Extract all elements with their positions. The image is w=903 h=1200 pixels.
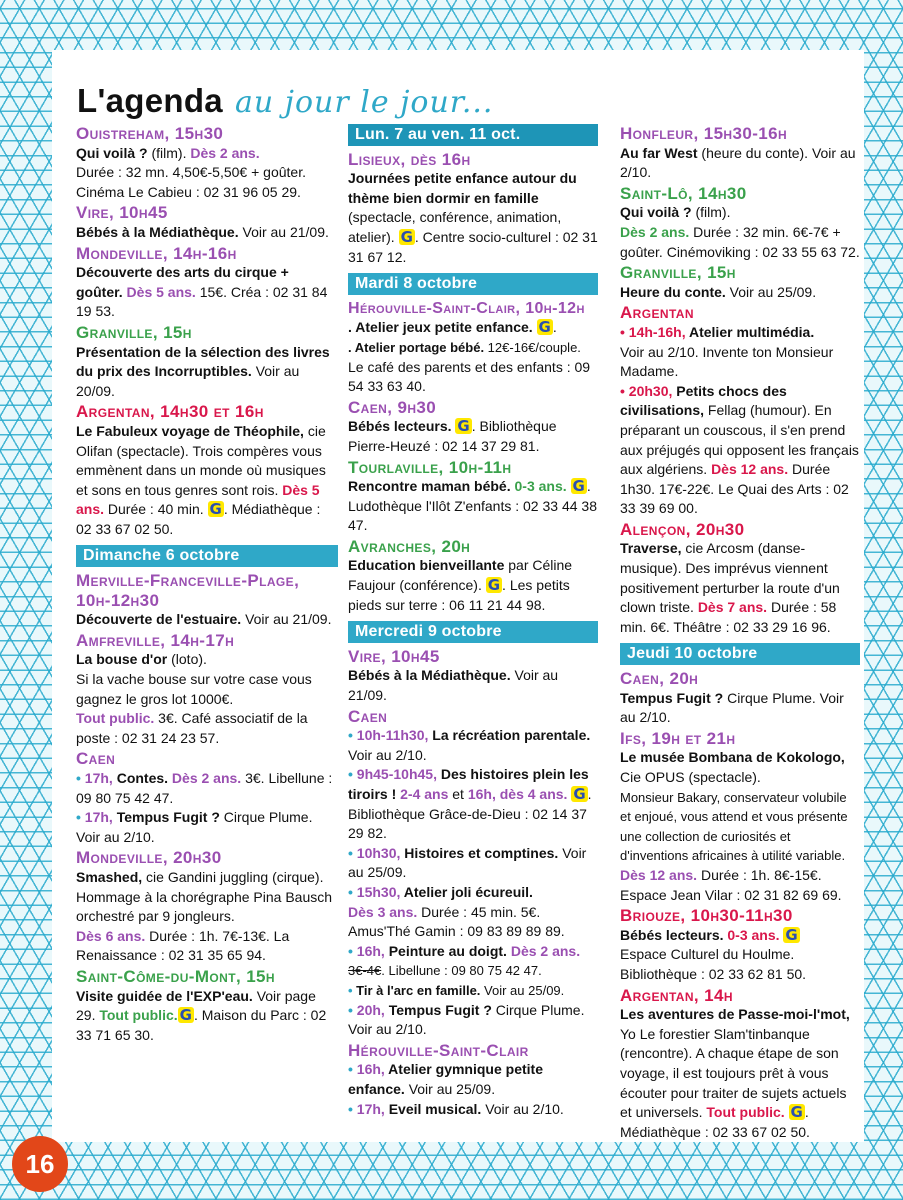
- event-location: Ifs, 19h et 21h: [620, 728, 736, 748]
- page-title: L'agenda: [77, 82, 223, 119]
- event-title: Découverte de l'estuaire.: [76, 611, 242, 628]
- bullet-icon: •: [348, 942, 357, 959]
- event-info: Cirque Plume. Voir au 2/10.: [620, 689, 844, 726]
- event-location: Alençon, 20h30: [620, 519, 745, 539]
- event-title: Présentation de la sélection des livres du prix des Incorruptibles.: [76, 343, 330, 380]
- event-ifs: Ifs, 19h et 21h Le musée Bombana de Kokologo, Cie OPUS (spectacle). Monsieur Bakary, conservateur volubile et enjoué, vous attend et vous présente une collection de curiosités et d'inventions africaines à utilité variable. Dès 12 ans. Durée : 1h. 8€-15€. Espace Jean Vilar : 02 31 82 69 69.: [620, 729, 860, 905]
- event-caen-10: [620, 669, 860, 728]
- g-badge-icon: G: [487, 576, 501, 595]
- event-location: Saint-Côme-du-Mont, 15h: [76, 966, 275, 986]
- event-location: Hérouville-Saint-Clair, 10h-12h: [348, 299, 585, 317]
- event-title: Bébés à la Médiathèque.: [76, 223, 239, 240]
- event-info: Voir au 20/09.: [76, 363, 300, 399]
- day-header-lun-ven: Lun. 7 au ven. 11 oct.: [348, 124, 598, 146]
- event-location: Vire, 10h45: [348, 646, 440, 666]
- g-badge-icon: G: [209, 500, 222, 519]
- event-saint-lo: Saint-Lô, 14h30 Qui voilà ? (film). Dès 2 ans. Durée : 32 min. 6€-7€ + goûter. Cinémoviking : 02 33 55 63 72.: [620, 183, 860, 260]
- page-subtitle: au jour le jour...: [234, 85, 494, 120]
- event-title: Heure du conte.: [620, 283, 726, 300]
- event-title: Qui voilà ?: [620, 204, 692, 221]
- event-title: Education bienveillante: [348, 557, 505, 574]
- event-title: Bébés à la Médiathèque.: [348, 667, 511, 684]
- event-caen-8: [348, 398, 598, 457]
- event-title: Au far West: [620, 144, 698, 161]
- event-info: 15€. Créa : 02 31 84 19 53.: [76, 283, 328, 320]
- agenda-column-1: [76, 124, 338, 1046]
- event-location: Mondeville, 20h30: [76, 848, 222, 868]
- event-info: . Maison du Parc : 02 33 71 65 30.: [76, 1007, 327, 1043]
- event-description: Monsieur Bakary, conservateur volubile et enjoué, vous attend et vous présente une collection de curiosités et d'inventions africaines à utilité variable.: [620, 789, 848, 864]
- event-honfleur: [620, 124, 860, 183]
- event-mondeville-smashed: Mondeville, 20h30 Smashed, cie Gandini juggling (cirque). Hommage à la chorégraphe Pina Bausch orchestré par 9 jongleurs. Dès 6 ans. Durée : 1h. 7€-13€. La Renaissance : 02 31 35 65 94.: [76, 848, 338, 966]
- event-briouze: [620, 906, 860, 984]
- g-badge-icon: G: [573, 785, 586, 803]
- event-location: Caen, 20h: [620, 669, 699, 689]
- age-label: Dès 2 ans.: [190, 144, 260, 161]
- event-location: Tourlaville, 10h-11h: [348, 457, 512, 477]
- event-info: Voir au 21/09.: [241, 611, 332, 628]
- event-lisieux: Lisieux, dès 16h Journées petite enfance autour du thème bien dormir en famille (spectacle, conférence, animation, atelier). G . Centre socio-culturel : 02 31 31 67 12.: [348, 149, 598, 265]
- event-info: . Médiathèque : 02 33 67 02 50.: [620, 1104, 810, 1140]
- event-caen-9: Caen • 10h-11h30, La récréation parentale. Voir au 2/10. • 9h45-10h45, Des histoires plein les tiroirs ! 2-4 ans et 16h, dès 4 ans. G . Bibliothèque Grâce-de-Dieu : 02 14 37 29 82. • 10h30, Histoires et comptines. Voir au 25/09. • 15h30, Atelier joli écureuil. Dès 3 ans. Durée : 45 min. 5€. Amus'Thé Gamin : 09 83 89 89 89. • 16h, Peinture au doigt. Dès 2 ans. 3€-4€. Libellune : 09 80 75 42 47. • Tir à l'arc en famille. Voir au 25/09. • 20h, Tempus Fugit ? Cirque Plume. Voir au 2/10.: [348, 707, 598, 1040]
- page-number-badge: 16: [12, 1136, 68, 1192]
- event-title: Smashed,: [76, 868, 143, 885]
- event-location: Hérouville-Saint-Clair: [348, 1040, 529, 1060]
- event-location: Avranches, 20h: [348, 536, 471, 556]
- event-mondeville-cirque: [76, 244, 338, 322]
- event-title: Bébés lecteurs.: [348, 418, 452, 435]
- event-info: (heure du conte). Voir au 2/10.: [620, 144, 856, 181]
- event-amfreville: Amfreville, 14h-17h La bouse d'or (loto). Si la vache bouse sur votre case vous gagnez le gros lot 1000€. Tout public. 3€. Café associatif de la poste : 02 31 24 23 57.: [76, 631, 338, 749]
- event-info: Voir au 25/09.: [725, 283, 817, 300]
- event-title: Visite guidée de l'EXP'eau.: [76, 987, 253, 1004]
- event-description: Hommage à la chorégraphe Pina Bausch orchestré par 9 jongleurs.: [76, 888, 333, 925]
- day-header-dimanche-6: Dimanche 6 octobre: [76, 545, 338, 567]
- event-location: Granville, 15h: [76, 322, 192, 342]
- bullet-icon: •: [620, 382, 629, 399]
- event-title: La bouse d'or: [76, 651, 168, 668]
- g-badge-icon: G: [785, 925, 798, 944]
- event-title: Les aventures de Passe-moi-l'mot,: [620, 1006, 850, 1023]
- event-info: Durée : 58 min. 6€. Théâtre : 02 33 29 16 96.: [620, 599, 837, 635]
- event-caen-6: Caen • 17h, Contes. Dès 2 ans. 3€. Libellune : 09 80 75 42 47. • 17h, Tempus Fugit ? Cirque Plume. Voir au 2/10.: [76, 749, 338, 847]
- day-header-mardi-8: Mardi 8 octobre: [348, 273, 598, 295]
- age-label: Dès 6 ans.: [76, 927, 146, 944]
- bullet-icon: •: [348, 982, 357, 998]
- event-argentan-multi: Argentan • 14h-16h, Atelier multimédia. Voir au 2/10. Invente ton Monsieur Madame. • 20h30, Petits chocs des civilisations, Fellag (humour). En préparant un couscous, il s'en prend aux préjugés qui opposent les français aux algériens. Dès 12 ans. Durée 1h30. 17€-22€. Le Quai des Arts : 02 33 39 69 00.: [620, 303, 859, 517]
- event-granville-conte: [620, 263, 860, 302]
- event-location: Ouistreham, 15h30: [76, 124, 224, 143]
- g-badge-icon: G: [400, 227, 413, 246]
- age-label: Dès 5 ans.: [122, 283, 196, 300]
- age-label: Dès 2 ans.: [620, 223, 690, 240]
- age-label: Tout public.: [706, 1104, 785, 1121]
- bullet-icon: •: [348, 766, 357, 783]
- event-info: Espace Culturel du Houlme. Bibliothèque : 02 33 62 81 50.: [620, 946, 807, 982]
- event-argentan-slam: Argentan, 14h Les aventures de Passe-moi-l'mot, Yo Le forestier Slam'tinbanque (rencontre). A chaque étape de son voyage, il est toujours prêt à vous écouter pour traiter de sujets actuels et universels. Tout public. G . Médiathèque : 02 33 67 02 50.: [620, 986, 860, 1143]
- age-label: Dès 7 ans.: [697, 599, 768, 616]
- event-herouville-9: Hérouville-Saint-Clair • 16h, Atelier gymnique petite enfance. Voir au 25/09. • 17h, Eveil musical. Voir au 2/10.: [348, 1041, 598, 1119]
- bullet-icon: •: [76, 770, 85, 786]
- g-badge-icon: G: [572, 477, 585, 496]
- event-info: 3€. Café associatif de la poste : 02 31 24 23 57.: [76, 710, 308, 746]
- bullet-icon: •: [348, 1100, 357, 1117]
- event-info: Voir au 21/09.: [348, 667, 559, 704]
- event-location: Caen: [76, 749, 116, 769]
- event-info: Durée : 32 min. 6€-7€ + goûter. Cinémoviking : 02 33 55 63 72.: [620, 223, 860, 260]
- event-title: Traverse,: [620, 540, 682, 557]
- event-title: Qui voilà ?: [76, 144, 148, 161]
- g-badge-icon: G: [538, 318, 551, 337]
- event-info: . Bibliothèque Pierre-Heuzé : 02 14 37 29 81.: [348, 418, 557, 454]
- event-info: Durée : 32 mn. 4,50€-5,50€ + goûter. Cinéma Le Cabieu : 02 31 96 05 29.: [76, 164, 306, 200]
- event-location: Saint-Lô, 14h30: [620, 183, 747, 203]
- day-header-jeudi-10: Jeudi 10 octobre: [620, 643, 860, 665]
- event-description: Si la vache bouse sur votre case vous gagnez le gros lot 1000€.: [76, 671, 312, 707]
- event-location: Lisieux, dès 16h: [348, 149, 471, 169]
- event-granville: [76, 323, 338, 401]
- event-title: Tempus Fugit ?: [620, 689, 724, 706]
- event-title: Découverte des arts du cirque + goûter.: [76, 264, 289, 300]
- bullet-icon: •: [348, 844, 357, 861]
- event-info: Le café des parents et des enfants : 09 54 33 63 40.: [348, 358, 591, 395]
- event-merville: [76, 571, 338, 630]
- event-location: Merville-Franceville-Plage, 10h-12h30: [76, 571, 300, 610]
- event-info: Durée : 1h. 8€-15€. Espace Jean Vilar : 02 31 82 69 69.: [620, 866, 842, 903]
- event-location: Vire, 10h45: [76, 203, 168, 223]
- age-label: 0-3 ans.: [723, 926, 780, 943]
- event-location: Amfreville, 14h-17h: [76, 630, 235, 650]
- bullet-icon: •: [348, 727, 357, 744]
- event-info: Durée : 1h. 7€-13€. La Renaissance : 02 31 35 65 94.: [76, 927, 290, 964]
- event-vire: [76, 203, 338, 242]
- event-avranches: Avranches, 20h Education bienveillante par Céline Faujour (conférence). G . Les petits pieds sur terre : 06 11 21 44 98.: [348, 537, 598, 615]
- bullet-icon: •: [76, 809, 85, 826]
- event-location: Honfleur, 15h30-16h: [620, 124, 788, 143]
- agenda-column-2: [348, 124, 598, 1120]
- event-herouville-8: Hérouville-Saint-Clair, 10h-12h . Atelier jeux petite enfance. G . . Atelier portage bébé. 12€-16€/couple. Le café des parents et des enfants : 09 54 33 63 40.: [348, 299, 598, 397]
- age-label: Tout public.: [99, 1007, 178, 1024]
- g-badge-icon: G: [179, 1006, 192, 1025]
- age-label: Tout public.: [76, 710, 155, 727]
- event-location: Argentan: [620, 303, 694, 323]
- event-title: Bébés lecteurs.: [620, 926, 724, 943]
- g-badge-icon: G: [457, 417, 470, 436]
- event-title: Le musée Bombana de Kokologo,: [620, 749, 845, 766]
- bullet-icon: •: [348, 1001, 357, 1018]
- event-info: . Centre socio-culturel : 02 31 31 67 12.: [348, 228, 598, 265]
- event-vire-9: [348, 647, 598, 706]
- event-info: Voir au 21/09.: [238, 223, 329, 240]
- g-badge-icon: G: [790, 1103, 803, 1122]
- bullet-icon: •: [348, 883, 357, 900]
- bullet-icon: •: [348, 1061, 357, 1078]
- bullet-icon: •: [620, 323, 629, 340]
- agenda-column-3: [620, 124, 860, 1143]
- event-argentan-theophile: Argentan, 14h30 et 16h Le Fabuleux voyage de Théophile, cie Olifan (spectacle). Trois compères vous emmènent dans un monde où musiques et sons en tous genres sont rois. Dès 5 ans. Durée : 40 min. G . Médiathèque : 02 33 67 02 50.: [76, 402, 338, 539]
- event-location: Briouze, 10h30-11h30: [620, 906, 793, 926]
- day-header-mercredi-9: Mercredi 9 octobre: [348, 621, 598, 643]
- event-location: Granville, 15h: [620, 263, 736, 283]
- event-title: Rencontre maman bébé.: [348, 478, 511, 495]
- age-label: Dès 12 ans.: [620, 866, 698, 883]
- event-location: Caen, 9h30: [348, 397, 437, 417]
- event-info: . Les petits pieds sur terre : 06 11 21 44 98.: [348, 577, 570, 613]
- age-label: Dès 5 ans.: [76, 481, 320, 518]
- page-header: [77, 70, 493, 120]
- event-title: Le Fabuleux voyage de Théophile,: [76, 422, 304, 439]
- age-label: 0-3 ans.: [510, 478, 567, 495]
- event-location: Argentan, 14h: [620, 985, 733, 1005]
- event-location: Mondeville, 14h-16h: [76, 243, 237, 263]
- event-title: Journées petite enfance autour du thème bien dormir en famille: [348, 170, 577, 206]
- event-location: Caen: [348, 706, 388, 726]
- event-info: . Ludothèque l'Ilôt Z'enfants : 02 33 44 38 47.: [348, 478, 597, 534]
- event-saint-come: Saint-Côme-du-Mont, 15h Visite guidée de l'EXP'eau. Voir page 29. Tout public. G . Maison du Parc : 02 33 71 65 30.: [76, 967, 338, 1045]
- event-tourlaville: [348, 458, 598, 536]
- event-location: Argentan, 14h30 et 16h: [76, 402, 264, 422]
- event-ouistreham: Ouistreham, 15h30 Qui voilà ? (film). Dès 2 ans. Durée : 32 mn. 4,50€-5,50€ + goûter. Cinéma Le Cabieu : 02 31 96 05 29.: [76, 124, 338, 202]
- event-alencon: Alençon, 20h30 Traverse, cie Arcosm (danse-musique). Des imprévus viennent positivement perturber la route d'un clown triste. Dès 7 ans. Durée : 58 min. 6€. Théâtre : 02 33 29 16 96.: [620, 520, 860, 638]
